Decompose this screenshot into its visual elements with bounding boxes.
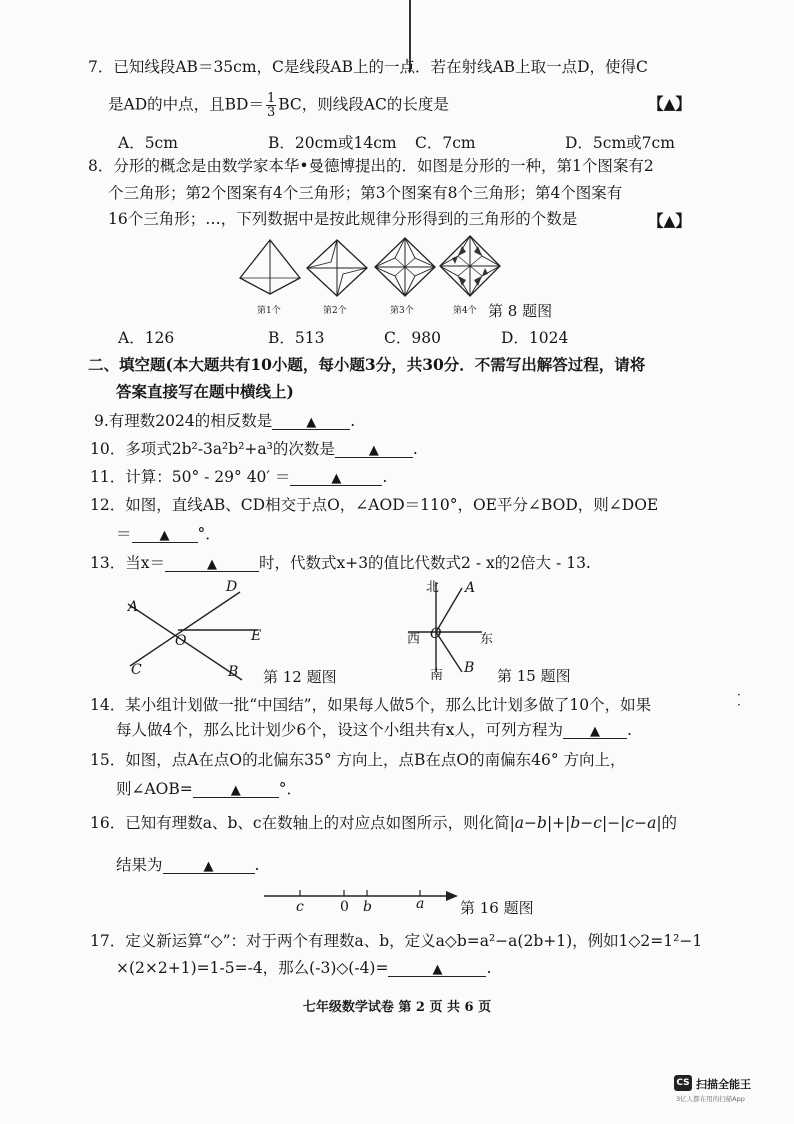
q16-answer-blank [163,855,255,874]
q8-option-a: A．126 [118,329,175,347]
q8-figure-caption: 第 8 题图 [488,302,553,320]
blank-triangle: ▲ [306,415,317,430]
q15-text: 则∠AOB= [116,780,193,798]
fig15-label-south: 南 [430,668,444,683]
q8-line3: 16个三角形；…，下列数据中是按此规律分形得到的三角形的个数是 [108,210,578,228]
fig12-label-b: B [228,664,239,680]
q14-end: . [626,721,632,739]
q16-end: . [254,856,260,874]
fig12-label-e: E [251,628,262,644]
q10-end: . [412,440,418,458]
fig12-label-d: D [226,579,238,595]
q8-answer-mark: 【▲】 [648,211,691,230]
q7-option-d: D．5cm或7cm [565,134,675,152]
q17-text: ×(2×2+1)=1-5=-4，那么(-3)◇(-4)= [116,959,389,977]
scanner-app-name: 扫描全能王 [696,1078,751,1091]
blank-triangle: ▲ [230,783,241,798]
q12-line1: 12．如图，直线AB、CD相交于点O，∠AOD＝110°，OE平分∠BOD，则∠DOE [90,496,659,514]
q11-text: 11．计算：50° - 29° 40′ ＝ [90,468,291,486]
blank-triangle: ▲ [589,724,600,739]
fraction-numerator: 1 [266,91,276,106]
q14-text: 每人做4个，那么比计划少6个，设这个小组共有x人，可列方程为 [116,721,563,739]
q16-text: 16．已知有理数a、b、c在数轴上的对应点如图所示，则化简 [90,814,510,832]
q9-answer-blank [272,411,350,430]
q10 [90,439,418,459]
blank-triangle: ▲ [203,859,214,874]
q17-answer-blank [388,958,486,977]
q7-option-c: C．7cm [415,134,476,152]
blank-triangle: ▲ [206,557,217,572]
q16-text-end: 的 [661,814,678,832]
fig15-caption: 第 15 题图 [497,667,571,685]
q17-line2 [116,958,491,978]
q8-line2: 个三角形；第2个图案有4个三角形；第3个图案有8个三角形；第4个图案有 [108,184,623,202]
fig12-label-c: C [131,662,142,678]
q17-end: . [486,959,492,977]
q12-line2 [116,524,221,544]
q7-line1: 7．已知线段AB＝35cm，C是线段AB上的一点．若在射线AB上取一点D，使得C [88,58,648,76]
q8-option-d: D．1024 [501,329,569,347]
q17-line1: 17．定义新运算“◇”：对于两个有理数a、b，定义a◇b=a²−a(2b+1)，例如1◇2=1²−1 [90,932,703,950]
fractal-figure-2 [305,238,369,298]
q14-line1: 14．某小组计划做一批“中国结”，如果每人做5个，那么比计划多做了10个，如果 [90,696,652,714]
fig15-label-o: O [430,626,442,642]
q16-text-b: 结果为 [116,856,163,874]
q13 [90,553,591,573]
q13-text-b: 时，代数式x+3的值比代数式2 - x的2倍大 - 13. [258,554,591,572]
q11-end: . [382,468,388,486]
q7-line2-text: 是AD的中点，且BD＝ [108,95,264,114]
q7-answer-mark: 【▲】 [648,94,691,113]
scanner-app-slogan: 3亿人都在用的扫描App [676,1095,745,1103]
q9-text: 9.有理数2024的相反数是 [94,412,273,430]
q12-text: ＝ [116,525,132,543]
blank-triangle: ▲ [368,443,379,458]
q11 [90,467,387,487]
q10-text: 10．多项式2b²-3a²b²+a³的次数是 [90,440,335,458]
q15-end: °． [278,780,303,798]
q10-answer-blank [335,439,413,458]
q13-text: 13．当x＝ [90,554,165,572]
q15-line2 [116,779,302,799]
q7-line2-text-b: BC，则线段AC的长度是 [278,95,449,114]
q16-expression: |a−b|+|b−c|−|c−a| [509,814,662,832]
blank-triangle: ▲ [159,528,170,543]
fractal-label-4: 第4个 [453,306,477,316]
fractal-label-3: 第3个 [390,306,414,316]
blank-triangle: ▲ [432,962,443,977]
number-line-label-c: c [296,899,304,915]
q8-option-b: B．513 [268,329,325,347]
fractal-label-2: 第2个 [323,306,347,316]
fig15-label-a: A [465,580,476,596]
q12-answer-blank [132,524,198,543]
fig12-label-o: O [175,633,187,649]
fig12-label-a: A [128,599,139,615]
number-line-label-b: b [363,899,372,915]
margin-dots: · · [737,688,741,712]
q7-option-a: A．5cm [118,134,178,152]
blank-triangle: ▲ [331,471,342,486]
number-line-label-a: a [416,896,425,912]
q7-option-b: B．20cm或14cm [268,134,397,152]
q7-line2 [108,92,449,119]
page-footer: 七年级数学试卷 第 2 页 共 6 页 [302,1000,492,1015]
section2-heading-line2: 答案直接写在题中横线上) [116,382,294,401]
q12-end: °． [197,525,221,543]
q11-answer-blank [290,467,382,486]
number-line-figure [262,884,462,914]
fig15-label-b: B [464,660,475,676]
q16-line1 [90,813,677,833]
number-line-label-zero: 0 [340,899,349,915]
q14-answer-blank [563,720,627,739]
fractal-figure-1 [238,238,302,298]
q8-option-c: C．980 [384,329,441,347]
q9-end: . [350,412,356,430]
q13-answer-blank [165,553,259,572]
fractal-figure-4 [438,234,502,298]
q7-fraction [266,92,276,119]
fig12-caption: 第 12 题图 [263,668,337,686]
q14-line2 [116,720,632,740]
fig15-label-west: 西 [407,632,421,647]
q9 [94,411,355,431]
section2-heading-line1: 二、填空题(本大题共有10小题，每小题3分，共30分．不需写出解答过程，请将 [88,355,646,374]
scanner-logo-icon: CS [674,1075,692,1091]
fractal-figure-3 [373,236,437,298]
fractal-label-1: 第1个 [257,306,281,316]
q15-answer-blank [193,779,279,798]
q8-line1: 8．分形的概念是由数学家本华•曼德博提出的．如图是分形的一种，第1个图案有2 [88,157,654,175]
q16-figure-caption: 第 16 题图 [460,899,534,917]
fraction-denominator: 3 [266,105,276,120]
fig15-label-east: 东 [480,632,494,647]
fig15-label-north: 北 [426,580,440,595]
q15-line1: 15．如图，点A在点O的北偏东35° 方向上，点B在点O的南偏东46° 方向上， [90,751,626,769]
figure-12 [120,578,270,688]
q16-line2 [116,855,259,875]
